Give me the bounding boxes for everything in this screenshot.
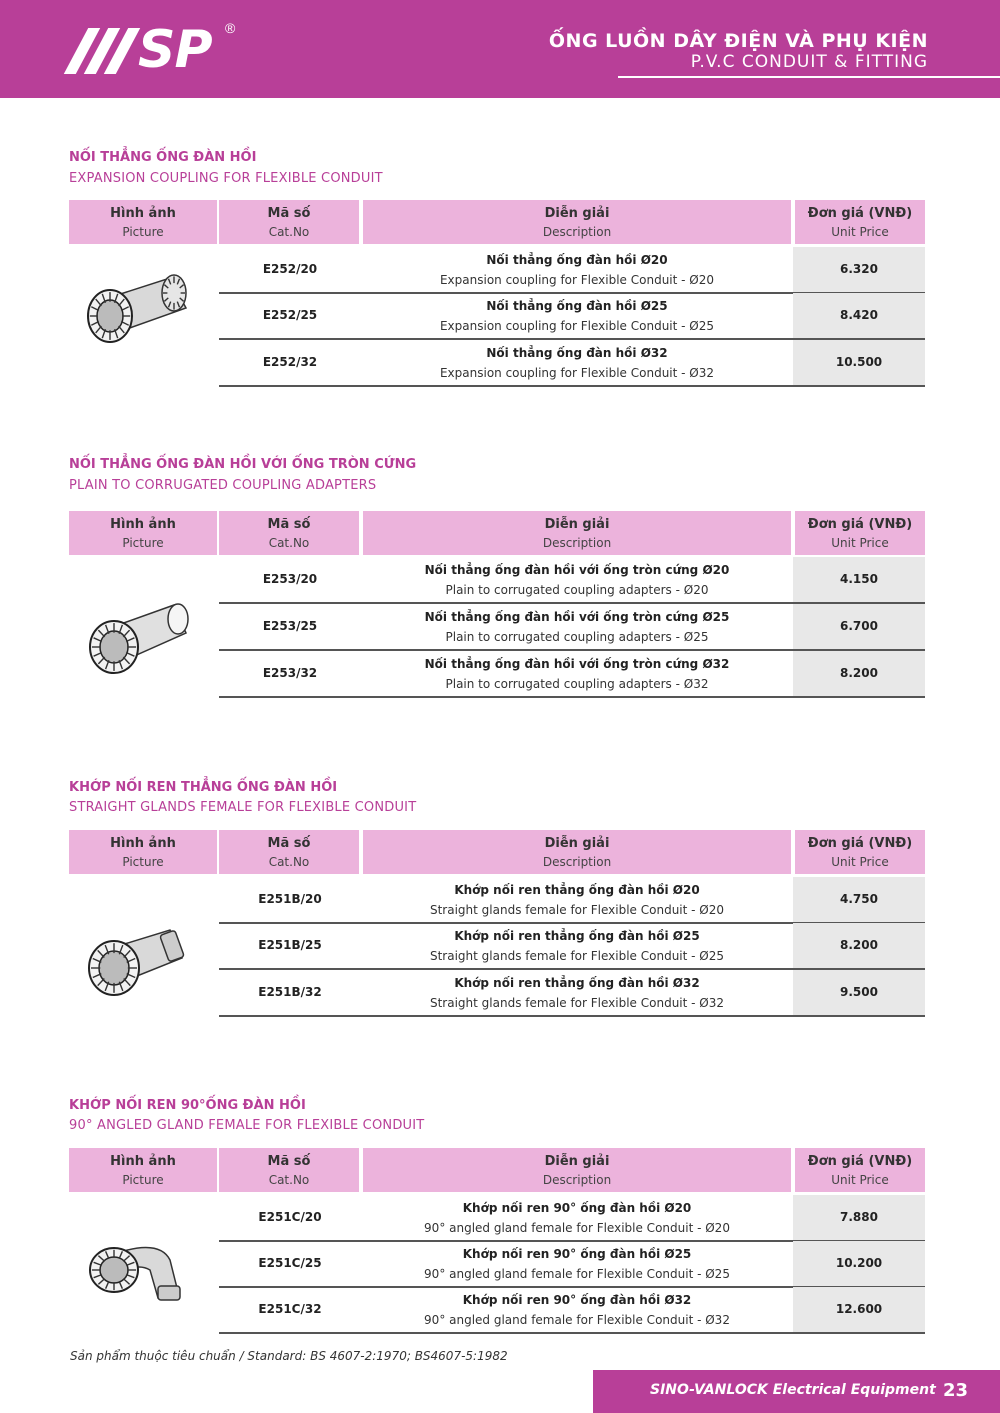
header-picture	[69, 511, 217, 555]
table-header	[69, 1148, 925, 1192]
table-header	[69, 200, 925, 244]
description-vi: Khớp nối ren thẳng ống đàn hồi Ø20	[454, 883, 700, 897]
section-title: NỐI THẲNG ỐNG ĐÀN HỒI VỚI ỐNG TRÒN CỨNG	[69, 457, 417, 472]
registered-mark: ®	[225, 20, 236, 36]
page-header	[0, 0, 1000, 98]
header-price	[795, 830, 925, 874]
header-description-vi: Diễn giải	[544, 1154, 610, 1169]
description	[361, 1290, 793, 1330]
description	[361, 560, 793, 600]
description-vi: Nối thẳng ống đàn hồi với ống tròn cứng Ø32	[424, 657, 730, 671]
header-description-en: Description	[542, 855, 612, 869]
header-picture-vi: Hình ảnh	[110, 1154, 176, 1169]
straight-gland-image	[78, 920, 198, 1005]
header-title	[549, 30, 928, 72]
catalog-number: E251C/32	[258, 1302, 322, 1316]
catalog-number: E251C/25	[258, 1256, 322, 1270]
section-subtitle: STRAIGHT GLANDS FEMALE FOR FLEXIBLE CONDUIT	[69, 800, 417, 815]
description-vi: Khớp nối ren 90° ống đàn hồi Ø20	[462, 1201, 692, 1215]
header-code-en: Cat.No	[268, 536, 310, 550]
sp-logo	[72, 18, 252, 80]
section-title: KHỚP NỐI REN 90°ỐNG ĐÀN HỒI	[69, 1098, 306, 1113]
section-title: NỐI THẲNG ỐNG ĐÀN HỒI	[69, 150, 257, 165]
unit-price: 8.200	[793, 651, 925, 696]
header-picture	[69, 200, 217, 244]
unit-price: 10.500	[793, 340, 925, 385]
header-price-vi: Đơn giá (VNĐ)	[807, 517, 913, 532]
header-description	[363, 1148, 791, 1192]
description	[361, 296, 793, 336]
description-en: Straight glands female for Flexible Conduit - Ø32	[429, 996, 725, 1010]
unit-price: 4.150	[793, 557, 925, 602]
catalog-number: E251B/25	[258, 938, 322, 952]
description-en: Straight glands female for Flexible Conduit - Ø25	[429, 949, 725, 963]
section-subtitle: 90° ANGLED GLAND FEMALE FOR FLEXIBLE CONDUIT	[69, 1118, 425, 1133]
header-code	[219, 830, 359, 874]
unit-price: 8.420	[793, 293, 925, 338]
header-price-vi: Đơn giá (VNĐ)	[807, 1154, 913, 1169]
header-code-vi: Mã số	[267, 517, 311, 532]
table-row	[0, 877, 1000, 924]
header-picture-vi: Hình ảnh	[110, 206, 176, 221]
description-vi: Nối thẳng ống đàn hồi với ống tròn cứng Ø25	[424, 610, 730, 624]
unit-price: 6.320	[793, 247, 925, 292]
description-vi: Nối thẳng ống đàn hồi với ống tròn cứng Ø20	[424, 563, 730, 577]
header-description-en: Description	[542, 225, 612, 239]
table-header	[69, 511, 925, 555]
catalog-number: E251C/20	[258, 1210, 322, 1224]
description	[361, 654, 793, 694]
header-description-vi: Diễn giải	[544, 206, 610, 221]
row-divider	[219, 696, 925, 698]
header-picture	[69, 830, 217, 874]
header-price-vi: Đơn giá (VNĐ)	[807, 836, 913, 851]
header-code	[219, 1148, 359, 1192]
description-en: 90° angled gland female for Flexible Conduit - Ø32	[424, 1313, 730, 1327]
header-picture-en: Picture	[122, 1173, 164, 1187]
description	[361, 926, 793, 966]
section-title: KHỚP NỐI REN THẲNG ỐNG ĐÀN HỒI	[69, 780, 338, 795]
catalog-number: E252/25	[262, 308, 318, 322]
unit-price: 12.600	[793, 1287, 925, 1332]
unit-price: 4.750	[793, 877, 925, 922]
header-picture-en: Picture	[122, 536, 164, 550]
header-price-vi: Đơn giá (VNĐ)	[807, 206, 913, 221]
description-vi: Nối thẳng ống đàn hồi Ø32	[486, 346, 668, 360]
description-en: Expansion coupling for Flexible Conduit - Ø25	[439, 319, 715, 333]
angled-gland-image	[80, 1230, 200, 1315]
section-subtitle: EXPANSION COUPLING FOR FLEXIBLE CONDUIT	[69, 171, 383, 186]
header-picture-vi: Hình ảnh	[110, 517, 176, 532]
header-title-vi: ỐNG LUỒN DÂY ĐIỆN VÀ PHỤ KIỆN	[548, 30, 928, 52]
section-subtitle: PLAIN TO CORRUGATED COUPLING ADAPTERS	[69, 478, 377, 493]
unit-price: 9.500	[793, 970, 925, 1015]
description	[361, 1198, 793, 1238]
standard-footnote: Sản phẩm thuộc tiêu chuẩn / Standard: BS 4607-2:1970; BS4607-5:1982	[70, 1349, 508, 1363]
header-description-vi: Diễn giải	[544, 836, 610, 851]
description	[361, 973, 793, 1013]
header-price-en: Unit Price	[831, 225, 889, 239]
description-vi: Khớp nối ren thẳng ống đàn hồi Ø32	[454, 976, 700, 990]
header-description-en: Description	[542, 1173, 612, 1187]
catalog-number: E253/25	[262, 619, 318, 633]
description-en: Expansion coupling for Flexible Conduit - Ø20	[439, 273, 715, 287]
page-number: 23	[943, 1380, 969, 1401]
row-divider	[219, 385, 925, 387]
description-en: Plain to corrugated coupling adapters - Ø20	[445, 583, 709, 597]
header-code-vi: Mã số	[267, 206, 311, 221]
header-code	[219, 511, 359, 555]
row-divider	[219, 1332, 925, 1334]
header-picture-vi: Hình ảnh	[110, 836, 176, 851]
description-en: 90° angled gland female for Flexible Conduit - Ø20	[424, 1221, 730, 1235]
header-code	[219, 200, 359, 244]
description-vi: Khớp nối ren 90° ống đàn hồi Ø25	[462, 1247, 692, 1261]
footer-brand: SINO-VANLOCK Electrical Equipment	[650, 1382, 936, 1398]
description-en: 90° angled gland female for Flexible Conduit - Ø25	[424, 1267, 730, 1281]
header-description	[363, 200, 791, 244]
header-price-en: Unit Price	[831, 1173, 889, 1187]
catalog-number: E252/20	[262, 262, 318, 276]
header-code-en: Cat.No	[268, 855, 310, 869]
header-description	[363, 830, 791, 874]
header-description-vi: Diễn giải	[544, 517, 610, 532]
header-picture-en: Picture	[122, 855, 164, 869]
header-code-vi: Mã số	[267, 1154, 311, 1169]
catalog-number: E253/20	[262, 572, 318, 586]
table-header	[69, 830, 925, 874]
unit-price: 8.200	[793, 923, 925, 968]
header-price-en: Unit Price	[831, 536, 889, 550]
description-vi: Nối thẳng ống đàn hồi Ø20	[486, 253, 668, 267]
header-description-en: Description	[542, 536, 612, 550]
description-vi: Khớp nối ren 90° ống đàn hồi Ø32	[462, 1293, 692, 1307]
description	[361, 1244, 793, 1284]
row-divider	[219, 1015, 925, 1017]
header-code-en: Cat.No	[268, 225, 310, 239]
description	[361, 880, 793, 920]
description	[361, 607, 793, 647]
unit-price: 10.200	[793, 1241, 925, 1286]
unit-price: 6.700	[793, 604, 925, 649]
description-en: Straight glands female for Flexible Conduit - Ø20	[429, 903, 725, 917]
catalog-number: E251B/32	[258, 985, 322, 999]
header-price	[795, 200, 925, 244]
header-code-vi: Mã số	[267, 836, 311, 851]
header-picture-en: Picture	[122, 225, 164, 239]
page-footer	[593, 1370, 1000, 1413]
description	[361, 250, 793, 290]
header-price	[795, 1148, 925, 1192]
catalog-number: E253/32	[262, 666, 318, 680]
expansion-coupling-image	[78, 268, 198, 353]
description-en: Plain to corrugated coupling adapters - Ø32	[445, 677, 709, 691]
description-vi: Nối thẳng ống đàn hồi Ø25	[486, 299, 668, 313]
header-picture	[69, 1148, 217, 1192]
header-divider	[618, 76, 1000, 78]
description-en: Plain to corrugated coupling adapters - Ø25	[445, 630, 709, 644]
logo-text: SP	[138, 20, 212, 80]
description	[361, 343, 793, 383]
description-vi: Khớp nối ren thẳng ống đàn hồi Ø25	[454, 929, 700, 943]
header-title-en: P.V.C CONDUIT & FITTING	[690, 52, 928, 72]
catalog-number: E251B/20	[258, 892, 322, 906]
description-en: Expansion coupling for Flexible Conduit - Ø32	[439, 366, 715, 380]
catalog-number: E252/32	[262, 355, 318, 369]
unit-price: 7.880	[793, 1195, 925, 1240]
header-description	[363, 511, 791, 555]
coupling-adapter-image	[78, 597, 198, 682]
header-code-en: Cat.No	[268, 1173, 310, 1187]
header-price	[795, 511, 925, 555]
header-price-en: Unit Price	[831, 855, 889, 869]
